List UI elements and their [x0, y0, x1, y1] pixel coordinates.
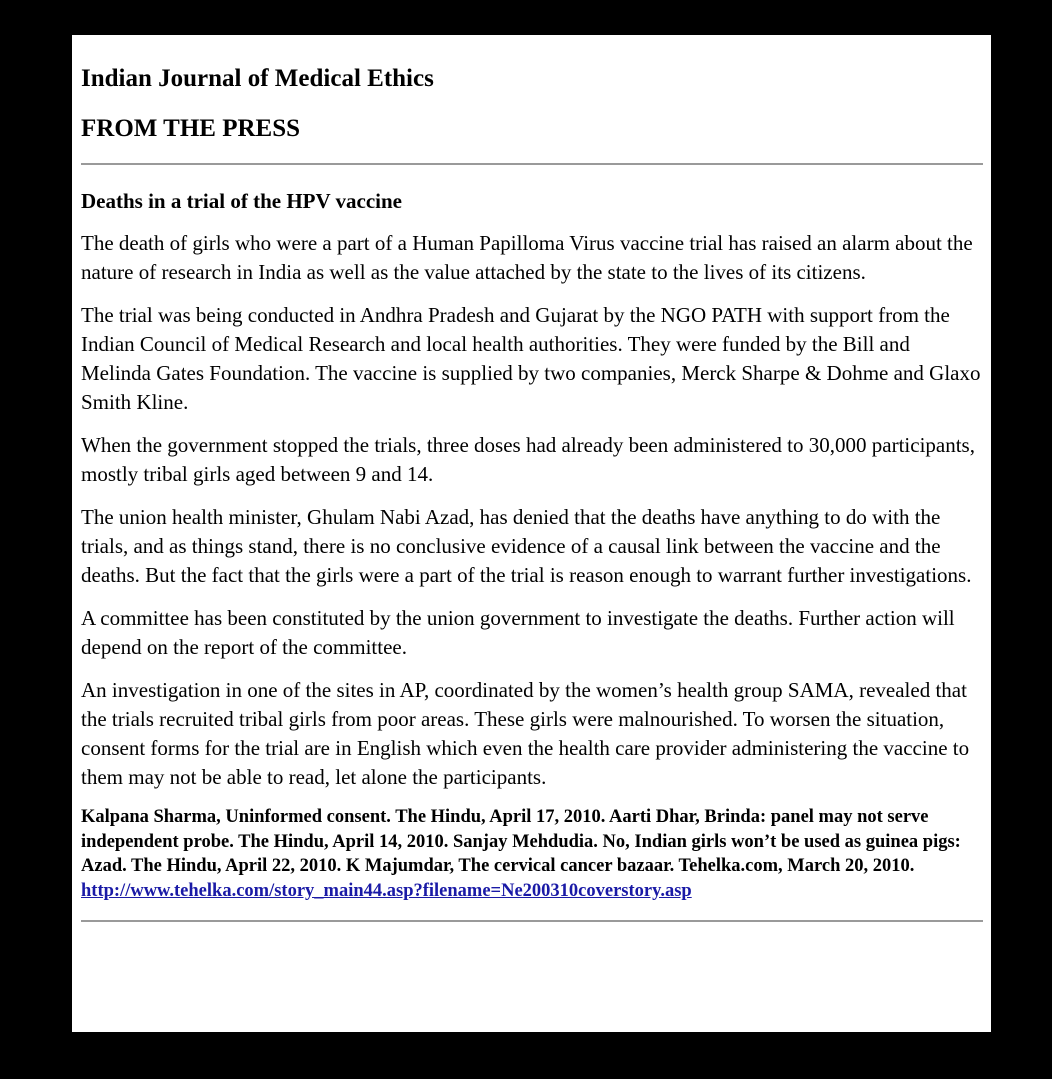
article-paragraph-2: The trial was being conducted in Andhra Pradesh and Gujarat by the NGO PATH with support from the Indian Council of Medical Research and local health authorities. They were funded by the Bill and Melinda Gates Foundation. The vaccine is supplied by two companies, Merck Sharpe & Dohme and Glaxo Smith Kline. — [81, 303, 981, 414]
bottom-divider — [81, 920, 983, 922]
article-paragraph-6: An investigation in one of the sites in AP, coordinated by the women’s health group SAMA, revealed that the trials recruited tribal girls from poor areas. These girls were malnourished. To worsen the situation, consent forms for the trial are in English which even the health care provider administering the vaccine to them may not be able to read, let alone the participants. — [81, 678, 970, 789]
article-title: Deaths in a trial of the HPV vaccine — [81, 189, 402, 213]
section-title: FROM THE PRESS — [81, 115, 301, 142]
tehelka-story-link[interactable]: http://www.tehelka.com/story_main44.asp?filename=Ne200310coverstory.asp — [81, 880, 692, 901]
article-paragraph-4: The union health minister, Ghulam Nabi Azad, has denied that the deaths have anything to do with the trials, and as things stand, there is no conclusive evidence of a causal link between the vaccine and the deaths. But the fact that the girls were a part of the trial is reason enough to warrant further investigations. — [81, 505, 972, 587]
article-paragraph-5: A committee has been constituted by the union government to investigate the deaths. Further action will depend on the report of the committee. — [81, 606, 955, 659]
document-page — [72, 35, 991, 1032]
references — [81, 805, 983, 903]
references-text: Kalpana Sharma, Uninformed consent. The Hindu, April 17, 2010. Aarti Dhar, Brinda: panel may not serve independent probe. The Hindu, April 14, 2010. Sanjay Mehdudia. No, Indian girls won’t be used as guinea pigs: Azad. The Hindu, April 22, 2010. K Majumdar, The cervical cancer bazaar. Tehelka.com, March 20, 2010. — [81, 807, 961, 876]
article-paragraph-3: When the government stopped the trials, three doses had already been administered to 30,000 participants, mostly tribal girls aged between 9 and 14. — [81, 433, 975, 486]
article-paragraph-1: The death of girls who were a part of a Human Papilloma Virus vaccine trial has raised an alarm about the nature of research in India as well as the value attached by the state to the lives of its citizens. — [81, 231, 973, 284]
top-divider — [81, 163, 983, 165]
journal-title: Indian Journal of Medical Ethics — [81, 65, 434, 92]
